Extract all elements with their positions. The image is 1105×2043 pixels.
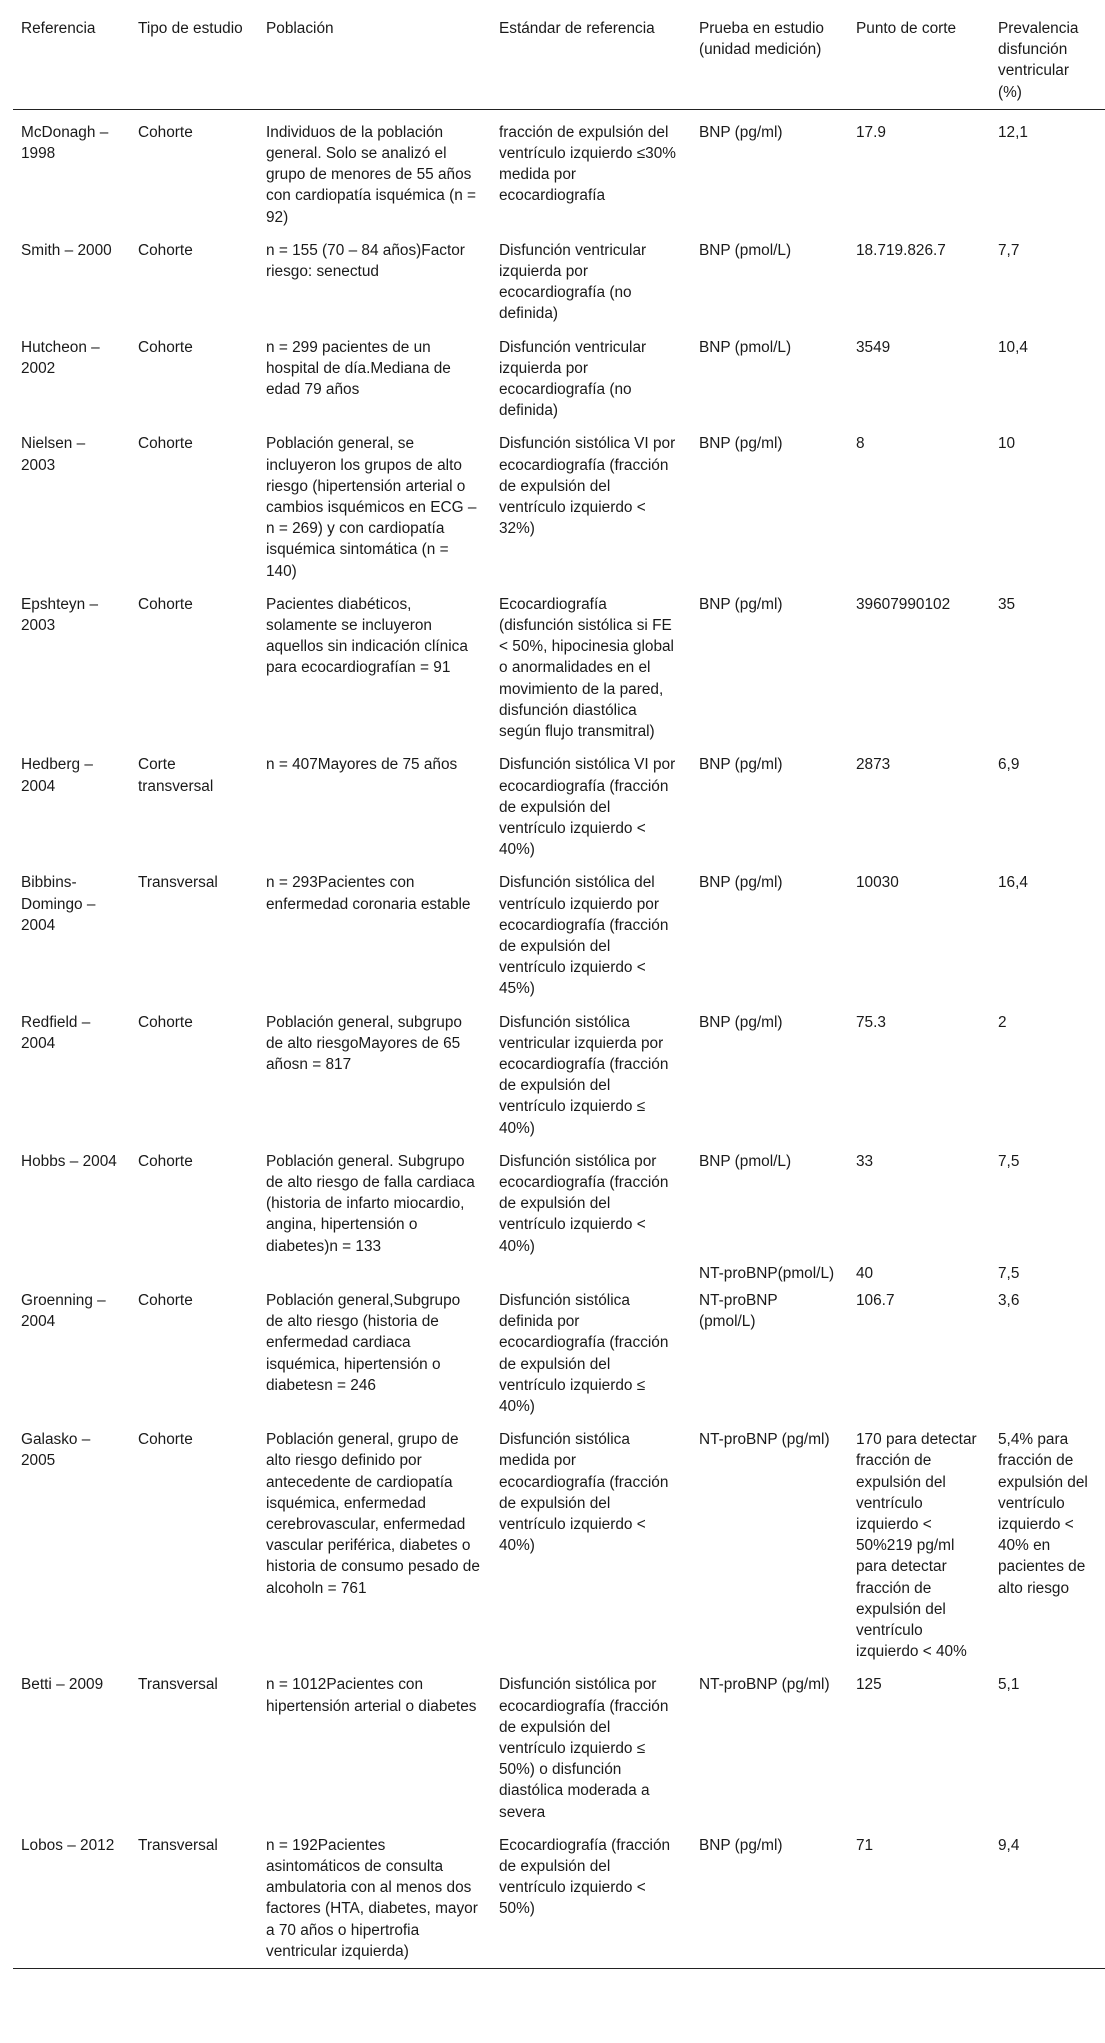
cell-referencia: Smith – 2000 xyxy=(21,241,112,259)
cell-punto-corte: 8 xyxy=(856,435,865,453)
cell-tipo-estudio: Cohorte xyxy=(138,1013,193,1031)
cell-punto-corte: 3549 xyxy=(856,338,891,356)
cell-poblacion xyxy=(258,1257,491,1284)
cell-referencia: Lobos – 2012 xyxy=(21,1836,115,1854)
cell-prueba: BNP (pg/ml) xyxy=(699,123,783,141)
cell-poblacion: Pacientes diabéticos, solamente se incluyeron aquellos sin indicación clínica para ecocardiografían = 91 xyxy=(266,595,468,677)
cell-tipo-estudio: Transversal xyxy=(138,874,218,892)
cell-estandar: Disfunción sistólica VI por ecocardiografía (fracción de expulsión del ventrículo izquierdo < 40%) xyxy=(499,756,676,859)
cell-estandar: Disfunción sistólica definida por ecocardiografía (fracción de expulsión del ventrículo izquierdo ≤ 40%) xyxy=(499,1291,669,1415)
cell-prevalencia: 16,4 xyxy=(998,874,1028,892)
header-row xyxy=(13,4,1105,109)
cell-punto-corte: 71 xyxy=(856,1836,874,1854)
header-poblacion: Población xyxy=(266,20,334,37)
header-estandar-referencia: Estándar de referencia xyxy=(499,20,655,37)
cell-estandar: Disfunción sistólica por ecocardiografía (fracción de expulsión del ventrículo izquierdo ≤ 50%) o disfunción diastólica moderada a severa xyxy=(499,1676,669,1821)
cell-estandar: Disfunción sistólica del ventrículo izquierdo por ecocardiografía (fracción de expulsión del ventrículo izquierdo < 45%) xyxy=(499,874,669,998)
header-punto-corte: Punto de corte xyxy=(856,20,957,37)
cell-estandar: Disfunción sistólica VI por ecocardiografía (fracción de expulsión del ventrículo izquierdo < 32%) xyxy=(499,435,676,538)
cell-poblacion: n = 293Pacientes con enfermedad coronaria estable xyxy=(266,874,471,913)
cell-tipo-estudio: Transversal xyxy=(138,1836,218,1854)
cell-referencia: McDonagh – 1998 xyxy=(21,123,109,163)
cell-tipo-estudio: Cohorte xyxy=(138,1431,193,1449)
cell-poblacion: Población general, subgrupo de alto riesgoMayores de 65 añosn = 817 xyxy=(266,1013,462,1073)
cell-prevalencia: 9,4 xyxy=(998,1836,1020,1854)
cell-poblacion: Población general. Subgrupo de alto riesgo de falla cardiaca (historia de infarto miocardio, angina, hipertensión o diabetes)n = 133 xyxy=(266,1152,475,1255)
table-body xyxy=(13,109,1105,1968)
cell-punto-corte: 33 xyxy=(856,1152,874,1170)
header-prueba-estudio: Prueba en estudio (unidad medición) xyxy=(699,20,824,59)
header-tipo-estudio: Tipo de estudio xyxy=(138,20,243,37)
studies-table xyxy=(13,4,1105,1969)
cell-punto-corte: 10030 xyxy=(856,874,899,892)
cell-tipo-estudio: Transversal xyxy=(138,1676,218,1694)
table-row xyxy=(13,742,1105,860)
cell-tipo-estudio: Cohorte xyxy=(138,338,193,356)
cell-prevalencia: 7,5 xyxy=(998,1152,1020,1170)
cell-prevalencia: 10,4 xyxy=(998,338,1028,356)
cell-tipo-estudio: Cohorte xyxy=(138,435,193,453)
cell-poblacion: Individuos de la población general. Solo se analizó el grupo de menores de 55 años con cardiopatía isquémica (n = 92) xyxy=(266,123,477,226)
cell-tipo-estudio: Cohorte xyxy=(138,123,193,141)
table-row xyxy=(13,1823,1105,1969)
cell-estandar: Disfunción sistólica medida por ecocardiografía (fracción de expulsión del ventrículo izquierdo < 40%) xyxy=(499,1431,669,1555)
cell-prevalencia: 35 xyxy=(998,595,1016,613)
cell-prueba: BNP (pg/ml) xyxy=(699,756,783,774)
cell-referencia xyxy=(13,1257,130,1284)
cell-referencia: Nielsen – 2003 xyxy=(21,435,86,474)
cell-poblacion: Población general, grupo de alto riesgo definido por antecedente de cardiopatía isquémica, enfermedad cerebrovascular, enfermedad vascular periférica, diabetes o historia de consumo pesado de alcoholn = 761 xyxy=(266,1431,480,1597)
cell-punto-corte: 75.3 xyxy=(856,1013,886,1031)
cell-tipo-estudio: Cohorte xyxy=(138,1152,193,1170)
cell-prueba: BNP (pg/ml) xyxy=(699,1013,783,1031)
cell-prevalencia: 7,5 xyxy=(998,1264,1020,1282)
cell-prueba: BNP (pg/ml) xyxy=(699,1836,783,1854)
header-referencia: Referencia xyxy=(21,20,96,37)
cell-punto-corte: 39607990102 xyxy=(856,595,951,613)
cell-referencia: Redfield – 2004 xyxy=(21,1013,91,1052)
cell-prueba: BNP (pmol/L) xyxy=(699,338,792,356)
cell-estandar: Disfunción sistólica por ecocardiografía (fracción de expulsión del ventrículo izquierdo < 40%) xyxy=(499,1152,669,1255)
cell-prueba: BNP (pmol/L) xyxy=(699,1152,792,1170)
cell-prevalencia: 12,1 xyxy=(998,123,1028,141)
cell-poblacion: n = 155 (70 – 84 años)Factor riesgo: senectud xyxy=(266,241,465,281)
cell-estandar: Ecocardiografía (fracción de expulsión del ventrículo izquierdo < 50%) xyxy=(499,1836,671,1918)
cell-tipo-estudio: Cohorte xyxy=(138,595,193,613)
cell-prevalencia: 6,9 xyxy=(998,756,1020,774)
cell-referencia: Hedberg – 2004 xyxy=(21,756,93,795)
table-row xyxy=(13,1417,1105,1662)
table-row xyxy=(13,1000,1105,1139)
table-row xyxy=(13,1662,1105,1822)
cell-prueba: NT-proBNP (pmol/L) xyxy=(699,1291,778,1331)
cell-tipo-estudio: Cohorte xyxy=(138,1291,193,1309)
cell-punto-corte: 2873 xyxy=(856,756,891,774)
cell-estandar: Ecocardiografía (disfunción sistólica si FE < 50%, hipocinesia global o anormalidades en el movimiento de la pared, disfunción diastólica según flujo transmitral) xyxy=(499,595,674,741)
cell-prevalencia: 10 xyxy=(998,435,1016,453)
cell-punto-corte: 40 xyxy=(856,1264,874,1282)
cell-referencia: Betti – 2009 xyxy=(21,1676,104,1694)
table-row xyxy=(13,1139,1105,1257)
cell-poblacion: Población general,Subgrupo de alto riesgo (historia de enfermedad cardiaca isquémica, hipertensión o diabetesn = 246 xyxy=(266,1291,461,1394)
cell-estandar: Disfunción sistólica ventricular izquierda por ecocardiografía (fracción de expulsión del ventrículo izquierdo ≤ 40%) xyxy=(499,1013,669,1137)
cell-referencia: Bibbins-Domingo – 2004 xyxy=(21,874,96,934)
cell-tipo-estudio: Corte transversal xyxy=(138,756,214,795)
cell-prueba: BNP (pg/ml) xyxy=(699,595,783,613)
cell-punto-corte: 106.7 xyxy=(856,1291,895,1309)
cell-punto-corte: 18.719.826.7 xyxy=(856,241,946,259)
cell-referencia: Epshteyn – 2003 xyxy=(21,595,99,635)
cell-poblacion: n = 407Mayores de 75 años xyxy=(266,756,458,774)
cell-referencia: Groenning – 2004 xyxy=(21,1291,106,1331)
cell-prueba: BNP (pmol/L) xyxy=(699,241,792,259)
cell-tipo-estudio: Cohorte xyxy=(138,241,193,259)
cell-estandar: Disfunción ventricular izquierda por ecocardiografía (no definida) xyxy=(499,241,647,323)
cell-referencia: Hutcheon – 2002 xyxy=(21,338,100,377)
cell-estandar xyxy=(491,1257,691,1284)
cell-poblacion: n = 299 pacientes de un hospital de día.Mediana de edad 79 años xyxy=(266,338,451,399)
table-row xyxy=(13,421,1105,581)
cell-poblacion: n = 192Pacientes asintomáticos de consulta ambulatoria con al menos dos factores (HTA, diabetes, mayor a 70 años o hipertrofia ventricular izquierda) xyxy=(266,1836,478,1960)
cell-prevalencia: 2 xyxy=(998,1013,1007,1031)
cell-poblacion: Población general, se incluyeron los grupos de alto riesgo (hipertensión arterial o cambios isquémicos en ECG – n = 269) y con cardiopatía isquémica sintomática (n = 140) xyxy=(266,435,477,580)
cell-prevalencia: 3,6 xyxy=(998,1291,1020,1309)
header-prevalencia: Prevalencia disfunción ventricular (%) xyxy=(998,20,1079,101)
table-row xyxy=(13,228,1105,325)
cell-prevalencia: 7,7 xyxy=(998,241,1020,259)
table-row xyxy=(13,109,1105,228)
cell-estandar: fracción de expulsión del ventrículo izquierdo ≤30% medida por ecocardiografía xyxy=(499,123,676,205)
table-row xyxy=(13,582,1105,742)
table-row xyxy=(13,860,1105,999)
cell-estandar: Disfunción ventricular izquierda por ecocardiografía (no definida) xyxy=(499,338,647,420)
cell-referencia: Galasko – 2005 xyxy=(21,1431,91,1470)
cell-prueba: NT-proBNP (pg/ml) xyxy=(699,1431,830,1449)
cell-punto-corte: 125 xyxy=(856,1676,882,1694)
cell-prevalencia: 5,1 xyxy=(998,1676,1020,1694)
cell-prueba: NT-proBNP(pmol/L) xyxy=(699,1264,835,1282)
cell-prueba: NT-proBNP (pg/ml) xyxy=(699,1676,830,1694)
cell-punto-corte: 170 para detectar fracción de expulsión del ventrículo izquierdo < 50%219 pg/ml para detectar fracción de expulsión del ventrículo izquierdo < 40% xyxy=(856,1431,977,1661)
table-row xyxy=(13,325,1105,422)
cell-prevalencia: 5,4% para fracción de expulsión del ventrículo izquierdo < 40% en pacientes de alto riesgo xyxy=(998,1431,1088,1597)
cell-tipo-estudio xyxy=(130,1257,258,1284)
table-row xyxy=(13,1284,1105,1417)
cell-prueba: BNP (pg/ml) xyxy=(699,435,783,453)
cell-referencia: Hobbs – 2004 xyxy=(21,1152,117,1170)
table-row xyxy=(13,1257,1105,1284)
cell-punto-corte: 17.9 xyxy=(856,123,886,141)
cell-prueba: BNP (pg/ml) xyxy=(699,874,783,892)
cell-poblacion: n = 1012Pacientes con hipertensión arterial o diabetes xyxy=(266,1676,477,1715)
table-header xyxy=(13,4,1105,109)
